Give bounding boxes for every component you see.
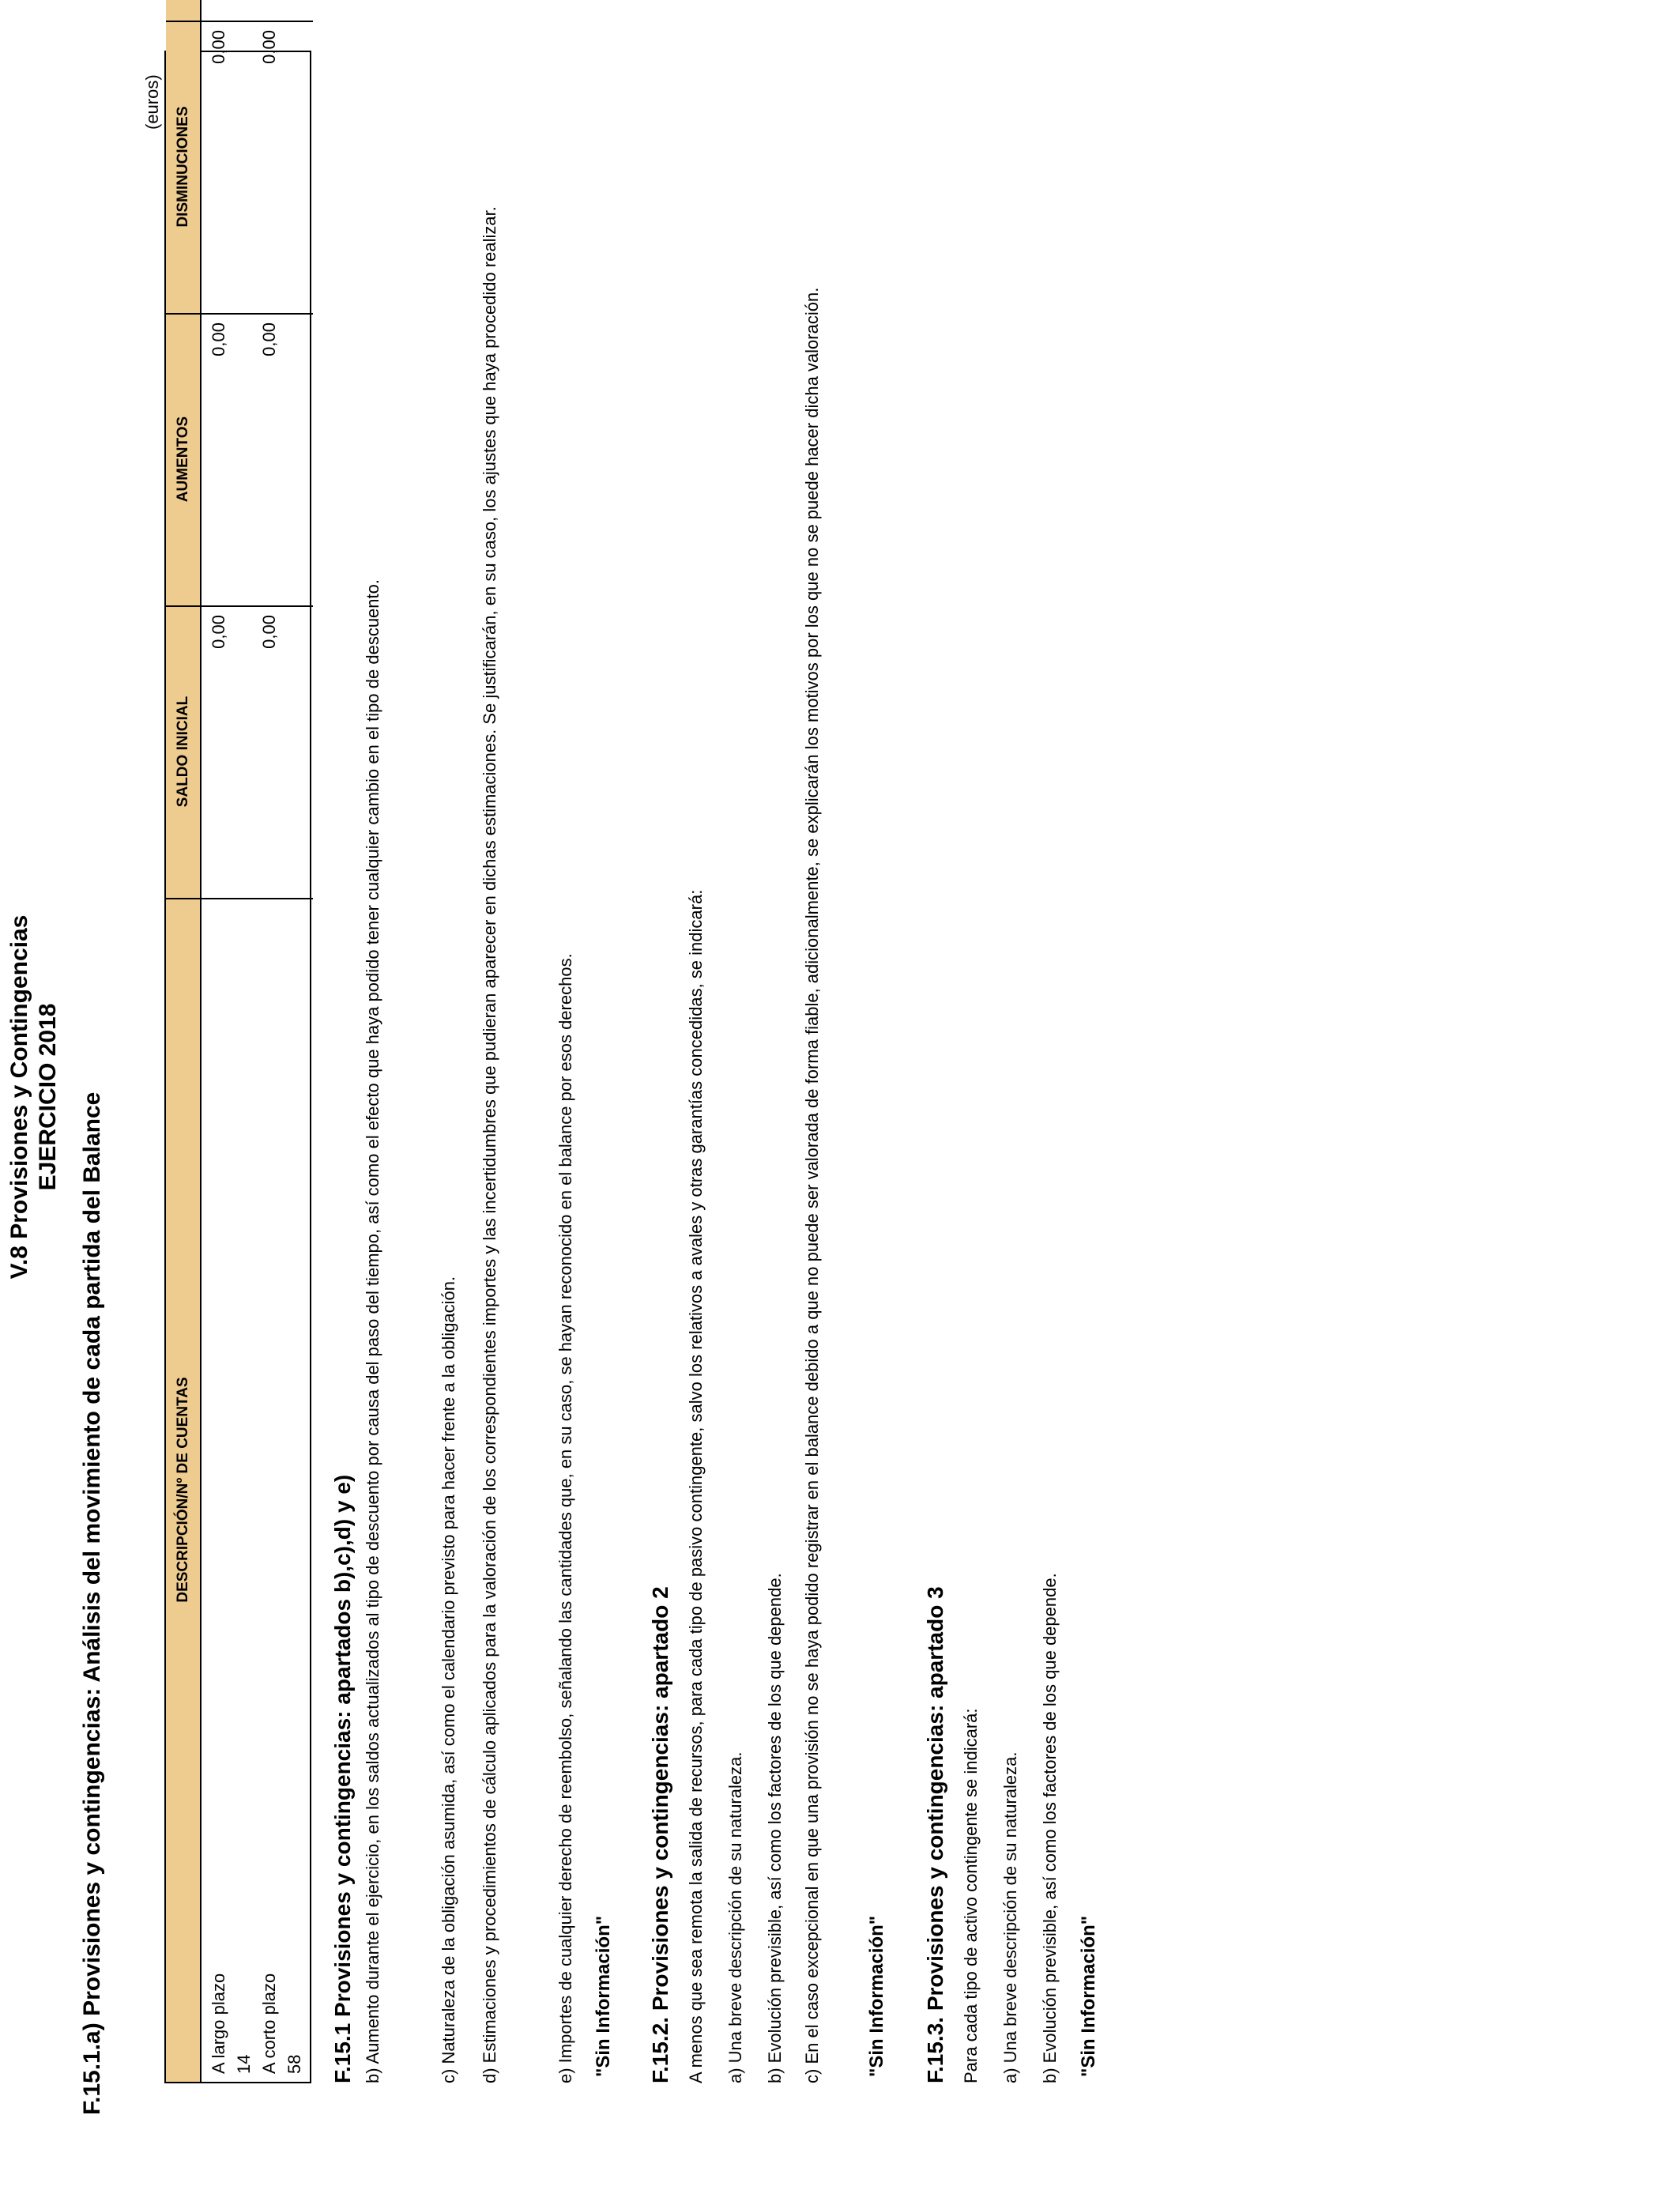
cell-disminuciones: 0,00 xyxy=(209,30,228,64)
header-saldo-final xyxy=(166,0,202,21)
cell-saldo-final xyxy=(209,0,229,19)
row-desc: A corto plazo xyxy=(259,1973,279,2074)
header-disminuciones: DISMINUCIONES xyxy=(166,21,202,313)
header-descripcion: DESCRIPCIÓN/Nº DE CUENTAS xyxy=(166,898,202,2082)
header-saldo-inicial: SALDO INICIAL xyxy=(166,605,202,898)
row-account: 58 xyxy=(284,2054,304,2074)
section3-item-b: b) Evolución previsible, así como los factores de los que depende. xyxy=(1040,1573,1060,2083)
section1-sin-informacion: "Sin Información" xyxy=(593,1915,614,2077)
section2-heading: F.15.2. Provisiones y contingencias: apartado 2 xyxy=(648,1586,672,2083)
table-heading: F.15.1.a) Provisiones y contingencias: Análisis del movimiento de cada partida del Balance xyxy=(79,1091,105,2115)
cell-disminuciones: 0,00 xyxy=(259,30,279,64)
section3-heading: F.15.3. Provisiones y contingencias: apartado 3 xyxy=(923,1586,947,2083)
section3-item-a: a) Una breve descripción de su naturaleza. xyxy=(1000,1751,1020,2083)
section3-sin-informacion: "Sin Información" xyxy=(1078,1915,1099,2077)
col-divider xyxy=(166,313,313,315)
section3-intro: Para cada tipo de activo contingente se indicará: xyxy=(961,1708,981,2083)
provisions-table xyxy=(164,30,311,2083)
section2-sin-informacion: "Sin Información" xyxy=(866,1915,887,2077)
section1-item-e: e) Importes de cualquier derecho de reembolso, señalando las cantidades que, en su caso, se hayan reconocido en el balance por esos derechos. xyxy=(556,953,575,2083)
col-divider xyxy=(166,605,313,607)
section1-heading: F.15.1 Provisiones y contingencias: apartados b),c),d) y e) xyxy=(330,1474,355,2083)
section1-item-c: c) Naturaleza de la obligación asumida, así como el calendario previsto para hacer frente a la obligación. xyxy=(439,1276,458,2083)
page-title: V.8 Provisiones y Contingencias xyxy=(6,914,32,1280)
cell-saldo-final xyxy=(259,0,280,19)
col-divider xyxy=(166,21,313,22)
section2-item-a: a) Una breve descripción de su naturaleza. xyxy=(725,1751,745,2083)
unit-label: (euros) xyxy=(142,74,162,130)
cell-saldo-inicial: 0,00 xyxy=(259,615,279,649)
cell-aumentos: 0,00 xyxy=(259,322,279,356)
row-desc: A largo plazo xyxy=(209,1973,228,2074)
section2-intro: A menos que sea remota la salida de recursos, para cada tipo de pasivo contingente, salvo los relativos a avales y otras garantías concedidas, se indicará: xyxy=(686,889,706,2083)
cell-aumentos: 0,00 xyxy=(209,322,228,356)
section2-item-b: b) Evolución previsible, así como los factores de los que depende. xyxy=(765,1573,785,2083)
row-account: 14 xyxy=(234,2054,254,2074)
exercise-year: EJERCICIO 2018 xyxy=(35,1003,61,1191)
section1-item-b: b) Aumento durante el ejercicio, en los saldos actualizados al tipo de descuento por causa del paso del tiempo, así como el efecto que haya podido tener cualquier cambio en el tipo de descuento. xyxy=(363,579,382,2083)
header-aumentos: AUMENTOS xyxy=(166,313,202,605)
cell-saldo-inicial: 0,00 xyxy=(209,615,228,649)
col-divider xyxy=(166,898,313,899)
section2-item-c: c) En el caso excepcional en que una provisión no se haya podido registrar en el balance debido a que no puede ser valorada de forma fiable, adicionalmente, se explicarán los motivos por los que no se puede hacer dicha valoración. xyxy=(802,287,822,2083)
section1-item-d: d) Estimaciones y procedimientos de cálculo aplicados para la valoración de los correspondientes importes y las incertidumbres que pudieran aparecer en dichas estimaciones. Se justificarán, en su caso, los ajustes que haya procedido realizar. xyxy=(480,206,499,2083)
